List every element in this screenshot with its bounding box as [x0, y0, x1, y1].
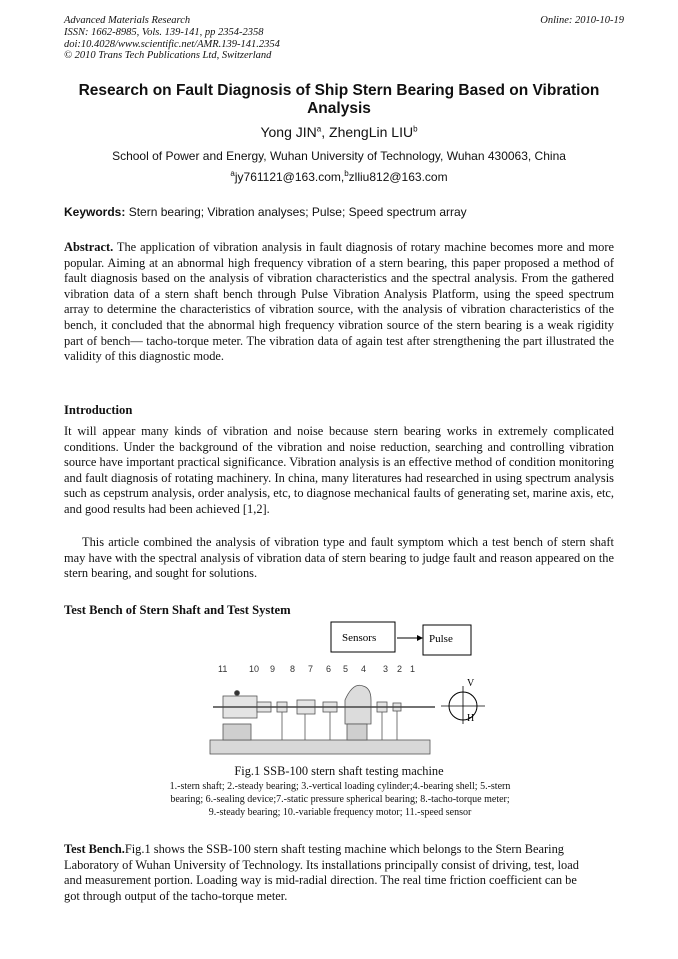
paper-title: [60, 82, 618, 118]
v-label: V: [467, 678, 475, 689]
title-line-2: Analysis: [307, 100, 371, 117]
abstract-text: The application of vibration analysis in fault diagnosis of rotary machine becomes more and more popular. Aiming at an abnormal high frequency vibration of a stern bearing, this paper proposed a method of fault diagnosis based on the analysis of vibration characteristics and the spectral analysis. From the gathered vibration data of a stern shaft bench through Pulse Vibration Analysis Platform, using the speed spectrum array to determine the characteristics of vibration source, with the analysis of vibration characteristics of the bench, it concluded that the abnormal high frequency vibration source of the stern bearing is a weak rigidity part of bench— tacho-torque meter. The vibration data of again test after strengthening the part illustrated the validity of this diagnostic mode.: [64, 240, 615, 364]
doi-line: doi:10.4028/www.scientific.net/AMR.139-141.2354: [64, 38, 280, 50]
part-number: 7: [308, 664, 314, 674]
pulse-label: Pulse: [429, 633, 453, 645]
part-number: 4: [361, 664, 367, 674]
title-line-1: Research on Fault Diagnosis of Ship Stern Bearing Based on Vibration: [78, 82, 600, 99]
part-number: 8: [290, 664, 296, 674]
keywords-text: Stern bearing; Vibration analyses; Pulse; Speed spectrum array: [128, 205, 467, 219]
copyright-line: © 2010 Trans Tech Publications Ltd, Switzerland: [64, 50, 272, 62]
figure-caption: Fig.1 SSB-100 stern shaft testing machine: [234, 764, 444, 778]
journal-name: Advanced Materials Research: [64, 15, 191, 26]
part-number: 5: [343, 664, 349, 674]
email-a: jy761121@163.com,: [234, 170, 345, 184]
test-machine-figure: [205, 620, 495, 765]
test-bench-label: Test Bench.: [64, 842, 125, 856]
test-bench-text: Fig.1 shows the SSB-100 stern shaft testing machine which belongs to the Stern Bearing Laboratory of Wuhan University of Technology. Its installations principally consist of driving, test, load and measurement portion. Loading way is mid-radial direction. The real time friction coefficient can be got through output of the tacho-torque meter.: [64, 842, 579, 903]
issn-line: ISSN: 1662-8985, Vols. 139-141, pp 2354-2358: [64, 26, 264, 38]
authors: [0, 124, 678, 140]
test-bench-heading: Test Bench of Stern Shaft and Test System: [64, 603, 291, 617]
affiliation: School of Power and Energy, Wuhan University of Technology, Wuhan 430063, China: [112, 149, 566, 163]
figure-legend: [130, 780, 550, 819]
signal-arrow-head: [417, 635, 423, 641]
email-b-sup: b: [344, 169, 349, 178]
email-b: zlliu812@163.com: [348, 170, 448, 184]
sensors-label: Sensors: [342, 632, 377, 644]
author-2: ZhengLin LIU: [329, 124, 414, 140]
email-a-sup: a: [230, 169, 235, 178]
intro-paragraph-2: This article combined the analysis of vibration type and fault symptom which a test bench of stern shaft may have with the spectral analysis of vibration data of stern bearing to judge fault and reason appeared on the stern bearing, and sought for solutions.: [64, 535, 614, 581]
journal-header: [64, 15, 624, 62]
machine-drawing: [210, 685, 435, 754]
author-separator: ,: [321, 124, 330, 140]
abstract: [64, 240, 614, 365]
test-bench-paragraph: [64, 842, 584, 904]
part-number: 1: [410, 664, 416, 674]
online-date: Online: 2010-10-19: [540, 15, 624, 26]
keywords-label: Keywords:: [64, 205, 126, 219]
part-number: 3: [383, 664, 389, 674]
intro-paragraph-1: It will appear many kinds of vibration and noise because stern bearing works in extremely complicated conditions. Under the background of the vibration and noise reduction, searching and controlling vibration source have important practical significance. Vibration analysis is an effective method of condition monitoring and fault diagnosis of rotating machinery. In china, many literatures had researched in using spectrum analysis such as cepstrum analysis, order analysis, etc, to diagnose mechanical faults of generating set, marine axis, etc, and good results had been achieved [1,2].: [64, 424, 614, 516]
part-number: 6: [326, 664, 332, 674]
part-number: 10: [249, 664, 260, 674]
intro-heading: Introduction: [64, 403, 133, 417]
author-1: Yong JIN: [260, 124, 317, 140]
author-1-sup: a: [316, 124, 322, 134]
keywords: [64, 205, 467, 219]
legend-line-3: 9.-steady bearing; 10.-variable frequency motor; 11.-speed sensor: [208, 807, 472, 818]
emails: [0, 170, 678, 184]
h-label: H: [467, 713, 475, 724]
abstract-label: Abstract.: [64, 240, 114, 254]
author-2-sup: b: [413, 124, 418, 134]
part-number: 9: [270, 664, 276, 674]
legend-line-1: 1.-stern shaft; 2.-steady bearing; 3.-vertical loading cylinder;4.-bearing shell; 5.-stern: [169, 781, 511, 792]
part-number: 2: [397, 664, 403, 674]
legend-line-2: bearing; 6.-sealing device;7.-static pressure spherical bearing; 8.-tacho-torque meter;: [170, 794, 510, 805]
part-number: 11: [218, 664, 228, 674]
